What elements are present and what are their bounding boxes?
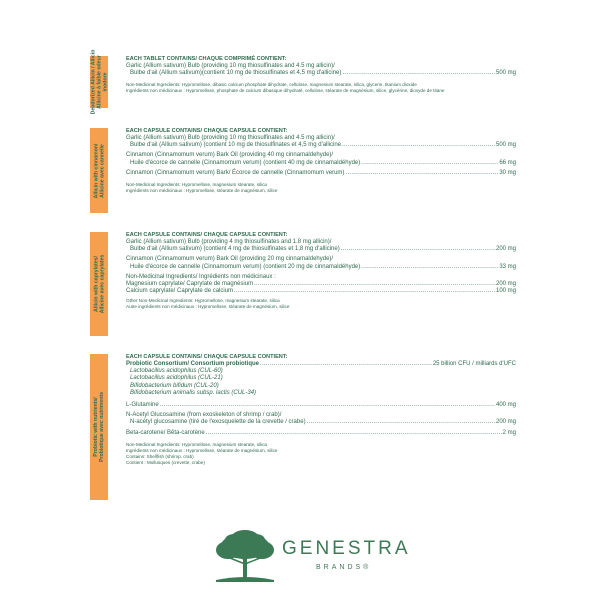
- section-header: EACH TABLET CONTAINS/ CHAQUE COMPRIMÉ CONTIENT:: [126, 56, 287, 62]
- ingredient-line: Magnesium caprylate/ Caprylate de magnésium ..... 200 mg: [126, 281, 516, 288]
- ingredient-line: Bulbe d'ail (Allium sativum) (contient 4 mg de thiosulfinates et 1,8 mg d'allicine) ..... 200 mg: [126, 246, 516, 253]
- ingredient-line: N-acétyl glucosamine (tiré de l'exosquelette de la crevette / crabe) ..... 200 mg: [126, 419, 516, 426]
- tree-icon: [212, 528, 278, 584]
- strain: Bifidobacterium bifidum (CUL-20): [130, 382, 219, 389]
- section-header: EACH CAPSULE CONTAINS/ CHAQUE CAPSULE CONTIENT:: [126, 128, 288, 134]
- nmi-en: Other Non-Medicinal Ingredients: Hypromellose, magnesium stearate, silica: [126, 298, 280, 304]
- tab-label: Allicine avec caprylates: [99, 254, 106, 314]
- nmi-fr: Ingrédients non médicinaux : Hypromellose, stéarate de magnésium, silice: [126, 188, 278, 194]
- ingredient-line: Beta-carotene/ Bêta-carotène ..... 2 mg: [126, 430, 516, 437]
- nmi-fr: Ingrédients non médicinaux : Hypromellose, phosphate de calcium dibasique dihydraté, cellulose, stéarate de magnésium, silice, glycérine, dioxyde de titane: [126, 88, 445, 94]
- product-tab: [90, 354, 108, 500]
- tab-label: Allicine avec cannelle: [99, 143, 106, 198]
- nmi-fr: Ingrédients non médicinaux : Hypromellose, stéarate de magnésium, silice: [126, 447, 278, 453]
- ingredient-line: Huile d'écorce de cannelle (Cinnamomum verum) (contient 20 mg de cinnamaldéhyde) ..... 33 mg: [126, 264, 516, 271]
- ingredient-line: Calcium caprylate/ Caprylate de calcium ..... 100 mg: [126, 288, 516, 295]
- strain: Lactobacillus acidophilus (CUL-21): [130, 375, 223, 382]
- tab-label: Deodorized Allicin / Allicin: [90, 49, 97, 115]
- nmi-block-title: Non-Medicinal Ingredients/ Ingrédients non médicinaux :: [126, 273, 276, 280]
- product-tab: [90, 49, 109, 115]
- ingredient-line: Bulbe d'ail (Allium sativum) (contient 10 mg de thiosulfinates et 4,5 mg d'allicine ..... 500 mg: [126, 142, 516, 149]
- nmi-en: Non-Medicinal Ingredients: Hypromellose, dibasic calcium phosphate dihydrate, cellulose, magnesium stearate, silica, glycerin, titanium dioxide: [126, 82, 417, 88]
- probiotic-line: Probiotic Consortium/ Consortium probiotique ..... 25 billion CFU / milliards d'UFC: [126, 361, 516, 368]
- ingredient-line: Garlic (Allium sativum) Bulb (providing 10 mg thiosulfinates and 4.5 mg allicin)/: [126, 135, 335, 141]
- tab-label: Allicin with cinnamon/: [93, 143, 100, 198]
- tab-label: Allicine à faible odeur: [96, 55, 103, 109]
- nmi-fr: Autre ingrédients non médicinaux : Hypromellose, stéarate de magnésium, silice: [126, 304, 290, 310]
- ingredient-line: Cinnamon (Cinnamomum verum) Bark Oil (providing 40 mg cinnamaldehyde)/: [126, 152, 334, 159]
- product-tab: [90, 232, 108, 336]
- ingredient-line: N-Acetyl Glucosamine (from exoskeleton of shrimp / crab)/: [126, 412, 282, 419]
- product-tab: [90, 128, 108, 213]
- ingredient-line: Bulbe d'ail (Allium sativum)(contient 10 mg de thiosulfinates et 4,5 mg d'allicine) ..... 500 mg: [126, 70, 516, 77]
- strain: Lactobacillus acidophilus (CUL-60): [130, 368, 223, 375]
- ingredient-line: Garlic (Allium sativum) Bulb (providing 10 mg thiosulfinates and 4.5 mg allicin)/: [126, 63, 335, 69]
- ingredient-line: Garlic (Allium sativum) Bulb (providing 4 mg thiosulfinates and 1.8 mg allicin)/: [126, 239, 332, 245]
- section-header: EACH CAPSULE CONTAINS/ CHAQUE CAPSULE CONTIENT:: [126, 232, 288, 238]
- allergen-fr: Contient : Mollusques (crevette, crabe): [126, 459, 205, 465]
- brand-subtitle: BRANDS®: [316, 564, 372, 571]
- ingredient-line: L-Glutamine ..... 400 mg: [126, 402, 516, 409]
- allergen-en: Contains: Shellfish (shrimp, crab): [126, 453, 194, 459]
- ingredient-line: Cinnamon (Cinnamomum verum) Bark Oil (providing 20 mg cinnamaldehyde)/: [126, 256, 334, 263]
- tab-label: Probiotic with nutrients/: [93, 397, 100, 457]
- tab-label: Allicin with caprylates/: [93, 256, 100, 312]
- section-header: EACH CAPSULE CONTAINS/ CHAQUE CAPSULE CONTIENT:: [126, 354, 288, 360]
- strain: Bifidobacterium animalis subsp. lactis (CUL-34): [130, 389, 257, 396]
- brand-name: GENESTRA: [282, 538, 411, 559]
- tab-label: inodore: [102, 72, 109, 92]
- tab-label: Probiotique avec nutriments: [99, 391, 106, 463]
- genestra-logo: [212, 528, 411, 584]
- ingredient-line: Huile d'écorce de cannelle (Cinnamomum verum) (contient 40 mg de cinnamaldéhyde) ..... 66 mg: [126, 160, 516, 167]
- ingredient-line: Cinnamon (Cinnamomum verum) Bark/ Écorce de cannelle (Cinnamomum verum) ..... 30 mg: [126, 170, 516, 177]
- nmi-en: Non-Medicinal Ingredients: Hypromellose, magnesium stearate, silica: [126, 182, 267, 188]
- nmi-en: Non-Medicinal Ingredients: Hypromellose, magnesium stearate, silica: [126, 441, 267, 447]
